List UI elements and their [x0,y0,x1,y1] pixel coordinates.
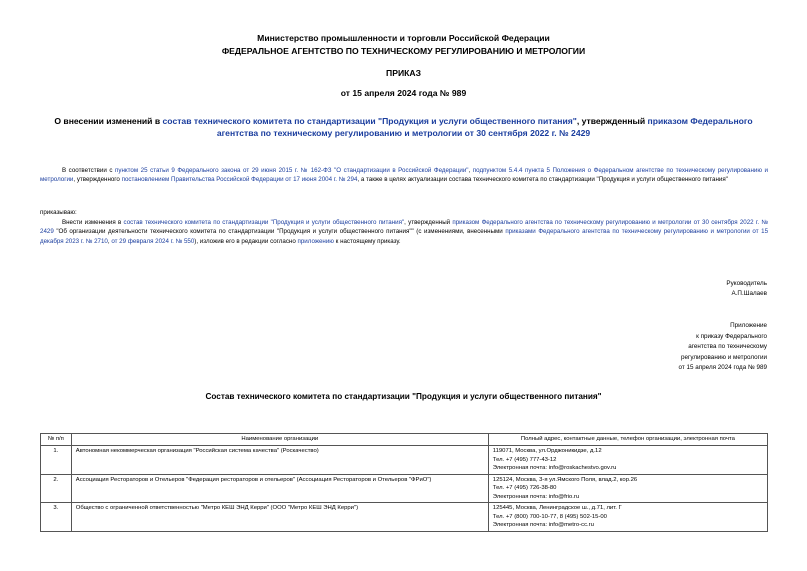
paragraph-text: , [107,237,112,245]
paragraph-text: "Об организации деятельности технического комитета по стандартизации "Продукция и услуги общественного питания"" (с изменениями, внесенными [53,228,506,236]
paragraph-text: к настоящему приказу. [333,237,401,245]
column-header-number: № п/п [41,434,72,446]
preamble-paragraph [40,166,768,185]
paragraph-text: Внести изменения в [62,219,124,226]
organization-name: Автономная некоммерческая организация "Российская система качества" (Роскачество) [71,446,488,475]
organization-contacts [488,446,767,475]
organization-name: Общество с ограниченной ответственностью "Метро КЕШ ЭНД Керри" (ООО "Метро КЕШ ЭНД Керри") [71,503,488,532]
contact-line: Тел. +7 (800) 700-10-77, 8 (495) 502-15-00 [492,513,607,520]
title-text: , утвержденный [576,116,648,126]
document-title [40,115,767,139]
paragraph-text: , утвержденный [404,219,453,226]
link-federal-law[interactable]: пунктом 25 статьи 9 Федерального закона от 29 июня 2015 г. № 162-ФЗ "О стандартизации в Российской Федерации" [115,167,469,174]
link-order-550[interactable]: от 29 февраля 2024 г. № 550 [111,237,195,245]
paragraph-text: В соответствии с [62,167,115,174]
appendix-line: регулированию и метрологии [681,353,767,361]
appendix-line: к приказу Федерального [696,332,767,340]
contact-line: 119071, Москва, ул.Орджоникидзе, д.12 [492,448,602,454]
contact-line: Электронная почта: info@roskachestvo.gov.ru [492,465,617,471]
ministry-heading: Министерство промышленности и торговли Российской Федерации [257,33,550,43]
contact-line: Электронная почта: info@frio.ru [492,493,580,500]
title-text: О внесении изменений в [54,116,163,126]
organizations-table [40,433,768,532]
link-order-2710[interactable]: приказами Федерального агентства по техническому регулированию и метрологии от 15 декабря 2023 г. № 2710 [40,228,769,245]
organization-contacts [488,474,767,503]
order-word: приказываю: [40,209,77,216]
column-header-contacts: Полный адрес, контактные данные, телефон организации, электронная почта [488,434,767,446]
appendix-line: Приложение [730,322,767,329]
paragraph-text: , а также в целях актуализации состава технического комитета по стандартизации "Продукция и услуги общественного питания" [357,176,728,184]
link-composition[interactable]: состав технического комитета по стандартизации "Продукция и услуги общественного питания" [123,219,405,226]
table-header-row [41,434,768,446]
order-paragraph [40,218,768,246]
table-row [41,446,768,475]
contact-line: 125124, Москва, 3-я ул.Ямского Поля, влад.2, кор.26 [492,476,638,483]
contact-line: 125445, Москва, Ленинградское ш., д.71, лит. Г [492,505,622,511]
composition-title: Состав технического комитета по стандартизации "Продукция и услуги общественного питания" [205,392,602,401]
appendix-line: от 15 апреля 2024 года № 989 [678,364,767,371]
organization-name: Ассоциация Рестораторов и Отельеров "Федерация рестораторов и отельеров" (Ассоциация Рестораторов и Отельеров "ФРиО") [71,474,488,503]
contact-line: Электронная почта: info@metro-cc.ru [492,522,594,528]
table-row [41,503,768,532]
document-date: от 15 апреля 2024 года № 989 [340,88,467,98]
signature-block [726,279,767,298]
contact-line: Тел. +7 (495) 726-38-80 [492,485,557,491]
row-number: 2. [41,474,72,503]
link-order-2429[interactable]: приказом Федерального агентства по техническому регулированию и метрологии от 30 сентября 2022 г. № 2429 [40,219,769,236]
appendix-line: агентства по техническому [688,343,767,350]
paragraph-text: ), изложив его в редакции согласно [194,237,298,245]
table-row [41,474,768,503]
link-appendix[interactable]: приложению [297,237,334,245]
row-number: 3. [41,503,72,532]
signatory-name: А.П.Шалаев [731,289,767,297]
title-link-order[interactable]: приказом Федерального агентства по техническому регулированию и метрологии от 30 сентября 2022 г. № 2429 [216,116,753,138]
agency-heading: ФЕДЕРАЛЬНОЕ АГЕНТСТВО ПО ТЕХНИЧЕСКОМУ РЕГУЛИРОВАНИЮ И МЕТРОЛОГИИ [221,46,586,56]
column-header-name: Наименование организации [71,434,488,446]
link-government-decree[interactable]: постановлением Правительства Российской Федерации от 17 июня 2004 г. № 294 [121,176,358,184]
link-regulation[interactable]: подпунктом 5.4.4 пункта 5 Положения о Федеральном агентстве по техническому регулированию и метрологии [40,167,768,184]
signatory-role: Руководитель [726,280,767,287]
row-number: 1. [41,446,72,475]
paragraph-text: , утвержденного [73,176,122,184]
contact-line: Тел. +7 (495) 777-43-12 [492,456,557,463]
paragraph-text: , [468,167,473,174]
organization-contacts [488,503,767,532]
document-type: ПРИКАЗ [386,68,421,78]
appendix-block [678,321,767,374]
title-link-composition[interactable]: состав технического комитета по стандартизации "Продукция и услуги общественного питания" [162,116,577,126]
